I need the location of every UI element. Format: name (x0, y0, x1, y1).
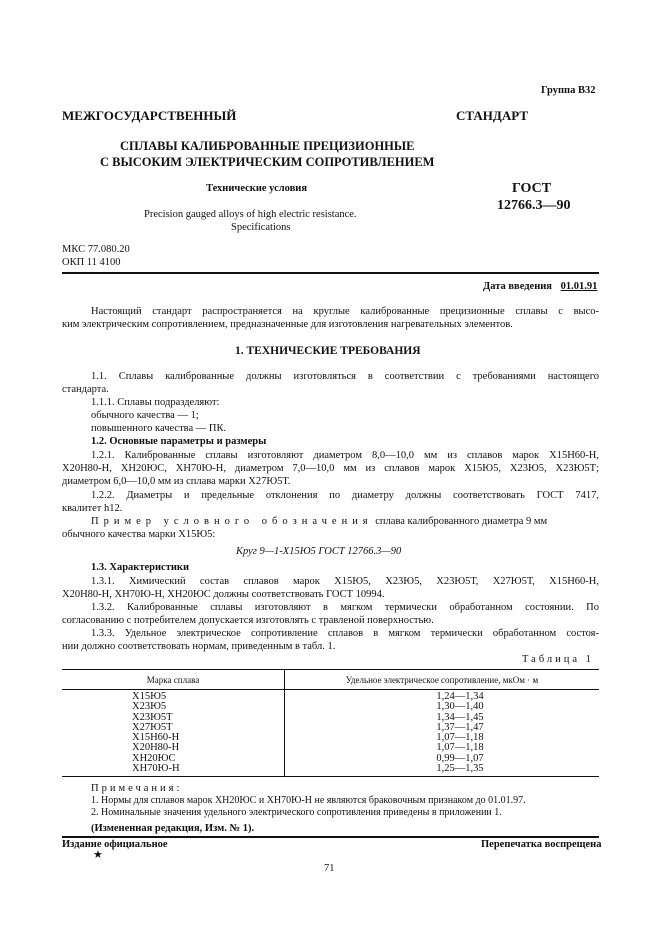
cell-resistance: 1,30—1,40 (436, 701, 484, 713)
note-1: 1. Нормы для сплавов марок ХН20ЮС и ХН70Ю-Н не являются браковочным признаком до 01.01.97. (91, 795, 526, 806)
example-spaced: Пример условного обозначения (91, 516, 373, 527)
cell-resistance: 1,07—1,18 (436, 732, 484, 744)
p11-line-2: стандарта. (62, 384, 109, 395)
table-row (62, 764, 599, 777)
cell-resistance: 1,24—1,34 (436, 691, 484, 702)
intro-line-2: ким электрическим сопротивлением, предназначенные для изготовления нагревательных элементов. (62, 319, 513, 330)
p111: 1.1.1. Сплавы подразделяют: (91, 397, 220, 408)
footer-official-edition: Издание официальное (62, 839, 168, 850)
p131-line-1: 1.3.1. Химический состав сплавов марок Х15Ю5, Х23Ю5, Х23Ю5Т, Х27Ю5Т, Х15Н60-Н, (91, 576, 599, 587)
table-header-row (62, 670, 599, 690)
h12: 1.2. Основные параметры и размеры (91, 436, 267, 447)
header-divider (62, 272, 599, 274)
gost-number: 12766.3—90 (497, 198, 571, 213)
p111-b: повышенного качества — ПК. (91, 423, 227, 434)
p122-line-2: квалитет h12. (62, 503, 123, 514)
english-title-1: Precision gauged alloys of high electric resistance. (144, 209, 357, 220)
subtitle: Технические условия (206, 183, 308, 194)
table-caption: Таблица 1 (522, 654, 594, 665)
cell-alloy: Х27Ю5Т (62, 723, 285, 733)
cell-alloy: Х23Ю5 (62, 702, 285, 712)
p133-line-2: нии должно соответствовать нормам, приведенным в табл. 1. (62, 641, 336, 652)
intro-date (483, 280, 597, 293)
column-header-resistance: Удельное электрическое сопротивление, мкОм · м (285, 670, 600, 690)
p121-line-2: Х20Н80-Н, ХН20ЮС, ХН70Ю-Н, диаметром 7,0—10,0 мм из сплавов марок Х15Ю5, Х23Ю5, Х23Ю5Т; (62, 463, 599, 474)
cell-alloy: Х15Ю5 (62, 690, 285, 703)
example-rest: сплава калиброванного диаметра 9 мм (372, 516, 548, 527)
gost-label: ГОСТ (512, 181, 552, 196)
cell-resistance: 1,37—1,47 (436, 721, 484, 733)
english-title-2: Specifications (231, 222, 291, 233)
p121-line-3: диаметром 6,0—10,0 мм из сплава марки Х27Ю5Т. (62, 476, 291, 487)
okp-code: ОКП 11 4100 (62, 257, 121, 268)
p122-line-1: 1.2.2. Диаметры и предельные отклонения по диаметру должны соответствовать ГОСТ 7417, (91, 490, 599, 501)
resistance-table (62, 669, 599, 777)
title-line-2: С ВЫСОКИМ ЭЛЕКТРИЧЕСКИМ СОПРОТИВЛЕНИЕМ (100, 155, 435, 169)
cell-resistance: 1,07—1,18 (436, 742, 484, 754)
cell-resistance: 1,25—1,35 (285, 764, 600, 777)
notes-title: Примечания: (91, 783, 183, 794)
example-line-1 (91, 515, 547, 528)
page-number: 71 (324, 863, 335, 874)
cell-alloy: ХН70Ю-Н (62, 764, 285, 777)
section-heading: 1. ТЕХНИЧЕСКИЕ ТРЕБОВАНИЯ (235, 345, 421, 357)
p131-line-2: Х20Н80-Н, ХН70Ю-Н, ХН20ЮС должны соответствовать ГОСТ 10994. (62, 589, 385, 600)
cell-resistance: 1,34—1,45 (436, 711, 484, 723)
example-formula: Круг 9—1-Х15Ю5 ГОСТ 12766.3—90 (236, 546, 402, 557)
p121-line-1: 1.2.1. Калиброванные сплавы изготовляют диаметром 8,0—10,0 мм из сплавов марок Х15Н60-Н, (91, 450, 599, 461)
p11-line-1: 1.1. Сплавы калиброванные должны изготовляться в соответствии с требованиями настоящего (91, 371, 599, 382)
standard-word-1: МЕЖГОСУДАРСТВЕННЫЙ (62, 108, 237, 123)
cell-resistance: 0,99—1,07 (436, 752, 484, 764)
p111-a: обычного качества — 1; (91, 410, 199, 421)
cell-alloy: Х23Ю5Т (62, 713, 285, 723)
p132-line-1: 1.3.2. Калиброванные сплавы изготовляют в мягком термически обработанном состоянии. По (91, 602, 599, 613)
cell-alloy: ХН20ЮС (62, 754, 285, 764)
intro-line-1: Настоящий стандарт распространяется на круглые калиброванные прецизионные сплавы с высо- (91, 306, 599, 317)
column-header-alloy: Марка сплава (62, 670, 285, 690)
cell-alloy: Х15Н60-Н (62, 733, 285, 743)
example-line-2: обычного качества марки Х15Ю5: (62, 529, 216, 540)
p132-line-2: согласованию с потребителем допускается изготовлять с травленой поверхностью. (62, 615, 434, 626)
note-2: 2. Номинальные значения удельного электрического сопротивления приведены в приложении 1. (91, 807, 502, 818)
standard-word-2: СТАНДАРТ (456, 108, 529, 123)
amendment-note: (Измененная редакция, Изм. № 1). (91, 823, 255, 834)
intro-date-value: 01.01.91 (560, 281, 598, 292)
star-icon: ★ (93, 849, 103, 861)
footer-reprint-prohibited: Перепечатка воспрещена (481, 839, 602, 850)
title-line-1: СПЛАВЫ КАЛИБРОВАННЫЕ ПРЕЦИЗИОННЫЕ (120, 139, 415, 153)
mks-code: МКС 77.080.20 (62, 244, 130, 255)
group-code: Группа В32 (541, 85, 596, 96)
intro-date-label: Дата введения (483, 281, 552, 292)
cell-alloy: Х20Н80-Н (62, 743, 285, 753)
p133-line-1: 1.3.3. Удельное электрическое сопротивление сплавов в мягком термически обработанном состоя- (91, 628, 599, 639)
h13: 1.3. Характеристики (91, 562, 190, 573)
